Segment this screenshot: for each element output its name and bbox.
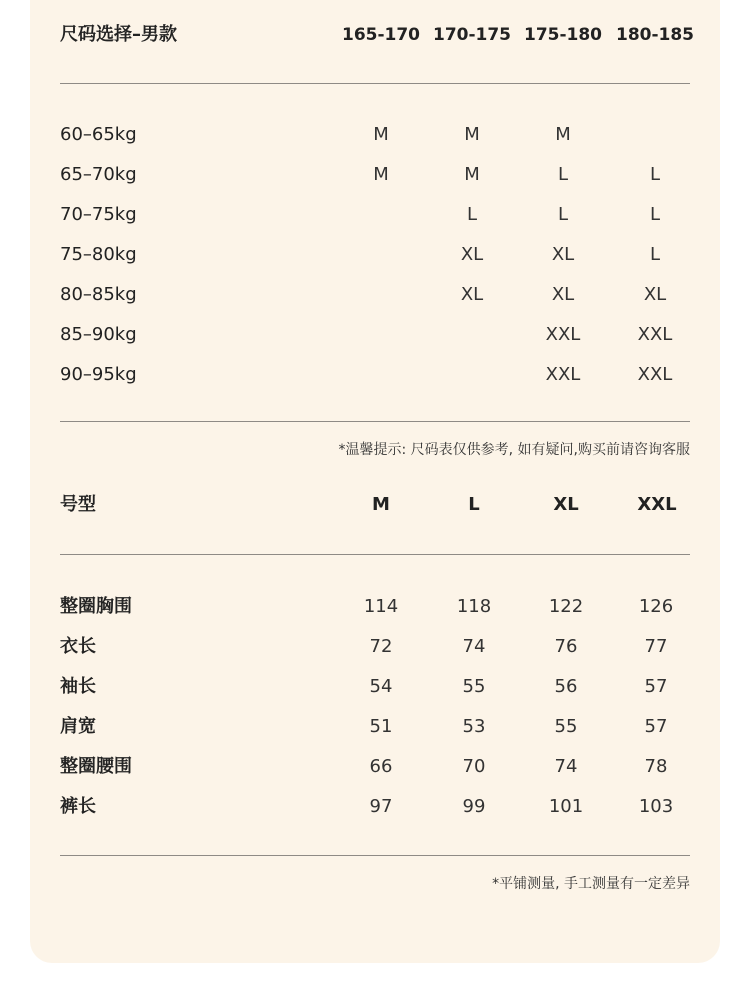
measure-cell: 122 [548,596,584,617]
measure-cell: 72 [369,636,393,657]
table-row [60,240,690,270]
measure-cell: 101 [548,796,584,817]
measure-label: 裤长 [60,796,96,817]
size-cell: XXL [545,364,581,385]
measure-cell: 126 [638,596,674,617]
table-row [60,632,690,662]
measure-cell: 114 [363,596,399,617]
size-chart-header-row [60,20,695,50]
table-row [60,792,690,822]
measure-cell: 97 [369,796,393,817]
size-cell: XL [551,244,575,265]
table-row [60,200,690,230]
weight-label: 75–80kg [60,244,137,265]
height-header: 170-175 [432,25,512,45]
measure-cell: 103 [638,796,674,817]
size-header: L [468,494,480,515]
table-row [60,752,690,782]
measure-cell: 51 [369,716,393,737]
size-cell: M [464,164,480,185]
size-cell: L [649,164,661,185]
size-cell: XXL [637,324,673,345]
measure-cell: 74 [462,636,486,657]
measure-cell: 53 [462,716,486,737]
measure-cell: 78 [644,756,668,777]
measure-label: 整圈胸围 [60,596,132,617]
measure-chart-header-row [60,490,690,520]
size-cell: XL [643,284,667,305]
measure-label: 肩宽 [60,716,96,737]
measure-label: 衣长 [60,636,96,657]
measure-cell: 77 [644,636,668,657]
measure-cell: 56 [554,676,578,697]
measure-cell: 55 [554,716,578,737]
measure-cell: 54 [369,676,393,697]
divider [60,421,690,422]
table-row [60,592,690,622]
weight-label: 80–85kg [60,284,137,305]
size-cell: M [373,164,389,185]
measure-label: 整圈腰围 [60,756,132,777]
height-header: 165-170 [341,25,421,45]
size-cell: L [649,244,661,265]
size-cell: L [557,164,569,185]
weight-label: 65–70kg [60,164,137,185]
weight-label: 70–75kg [60,204,137,225]
size-chart-title: 尺码选择–男款 [60,24,177,45]
size-cell: L [557,204,569,225]
measure-cell: 70 [462,756,486,777]
size-cell: L [649,204,661,225]
measure-cell: 57 [644,676,668,697]
measure-cell: 74 [554,756,578,777]
divider [60,554,690,555]
measure-cell: 55 [462,676,486,697]
size-cell: XL [460,284,484,305]
size-cell: XL [551,284,575,305]
weight-label: 60–65kg [60,124,137,145]
measure-cell: 57 [644,716,668,737]
measure-cell: 76 [554,636,578,657]
measure-chart-note: *平铺测量, 手工测量有一定差异 [492,876,690,892]
measure-header-label: 号型 [60,494,96,515]
table-row [60,672,690,702]
size-cell: L [466,204,478,225]
size-cell: XXL [637,364,673,385]
divider [60,855,690,856]
measure-cell: 118 [456,596,492,617]
weight-label: 85–90kg [60,324,137,345]
divider [60,83,690,84]
measure-cell: 99 [462,796,486,817]
size-cell: M [373,124,389,145]
size-cell: XXL [545,324,581,345]
size-header: XL [553,494,579,515]
table-row [60,280,690,310]
size-cell: M [464,124,480,145]
size-header: XXL [637,494,677,515]
height-header: 175-180 [523,25,603,45]
size-cell: XL [460,244,484,265]
table-row [60,712,690,742]
table-row [60,120,690,150]
weight-label: 90–95kg [60,364,137,385]
table-row [60,160,690,190]
measure-cell: 66 [369,756,393,777]
size-header: M [372,494,390,515]
measure-label: 袖长 [60,676,96,697]
height-header: 180-185 [615,25,695,45]
size-chart-note: *温馨提示: 尺码表仅供参考, 如有疑问,购买前请咨询客服 [338,442,690,458]
table-row [60,320,690,350]
table-row [60,360,690,390]
size-cell: M [555,124,571,145]
